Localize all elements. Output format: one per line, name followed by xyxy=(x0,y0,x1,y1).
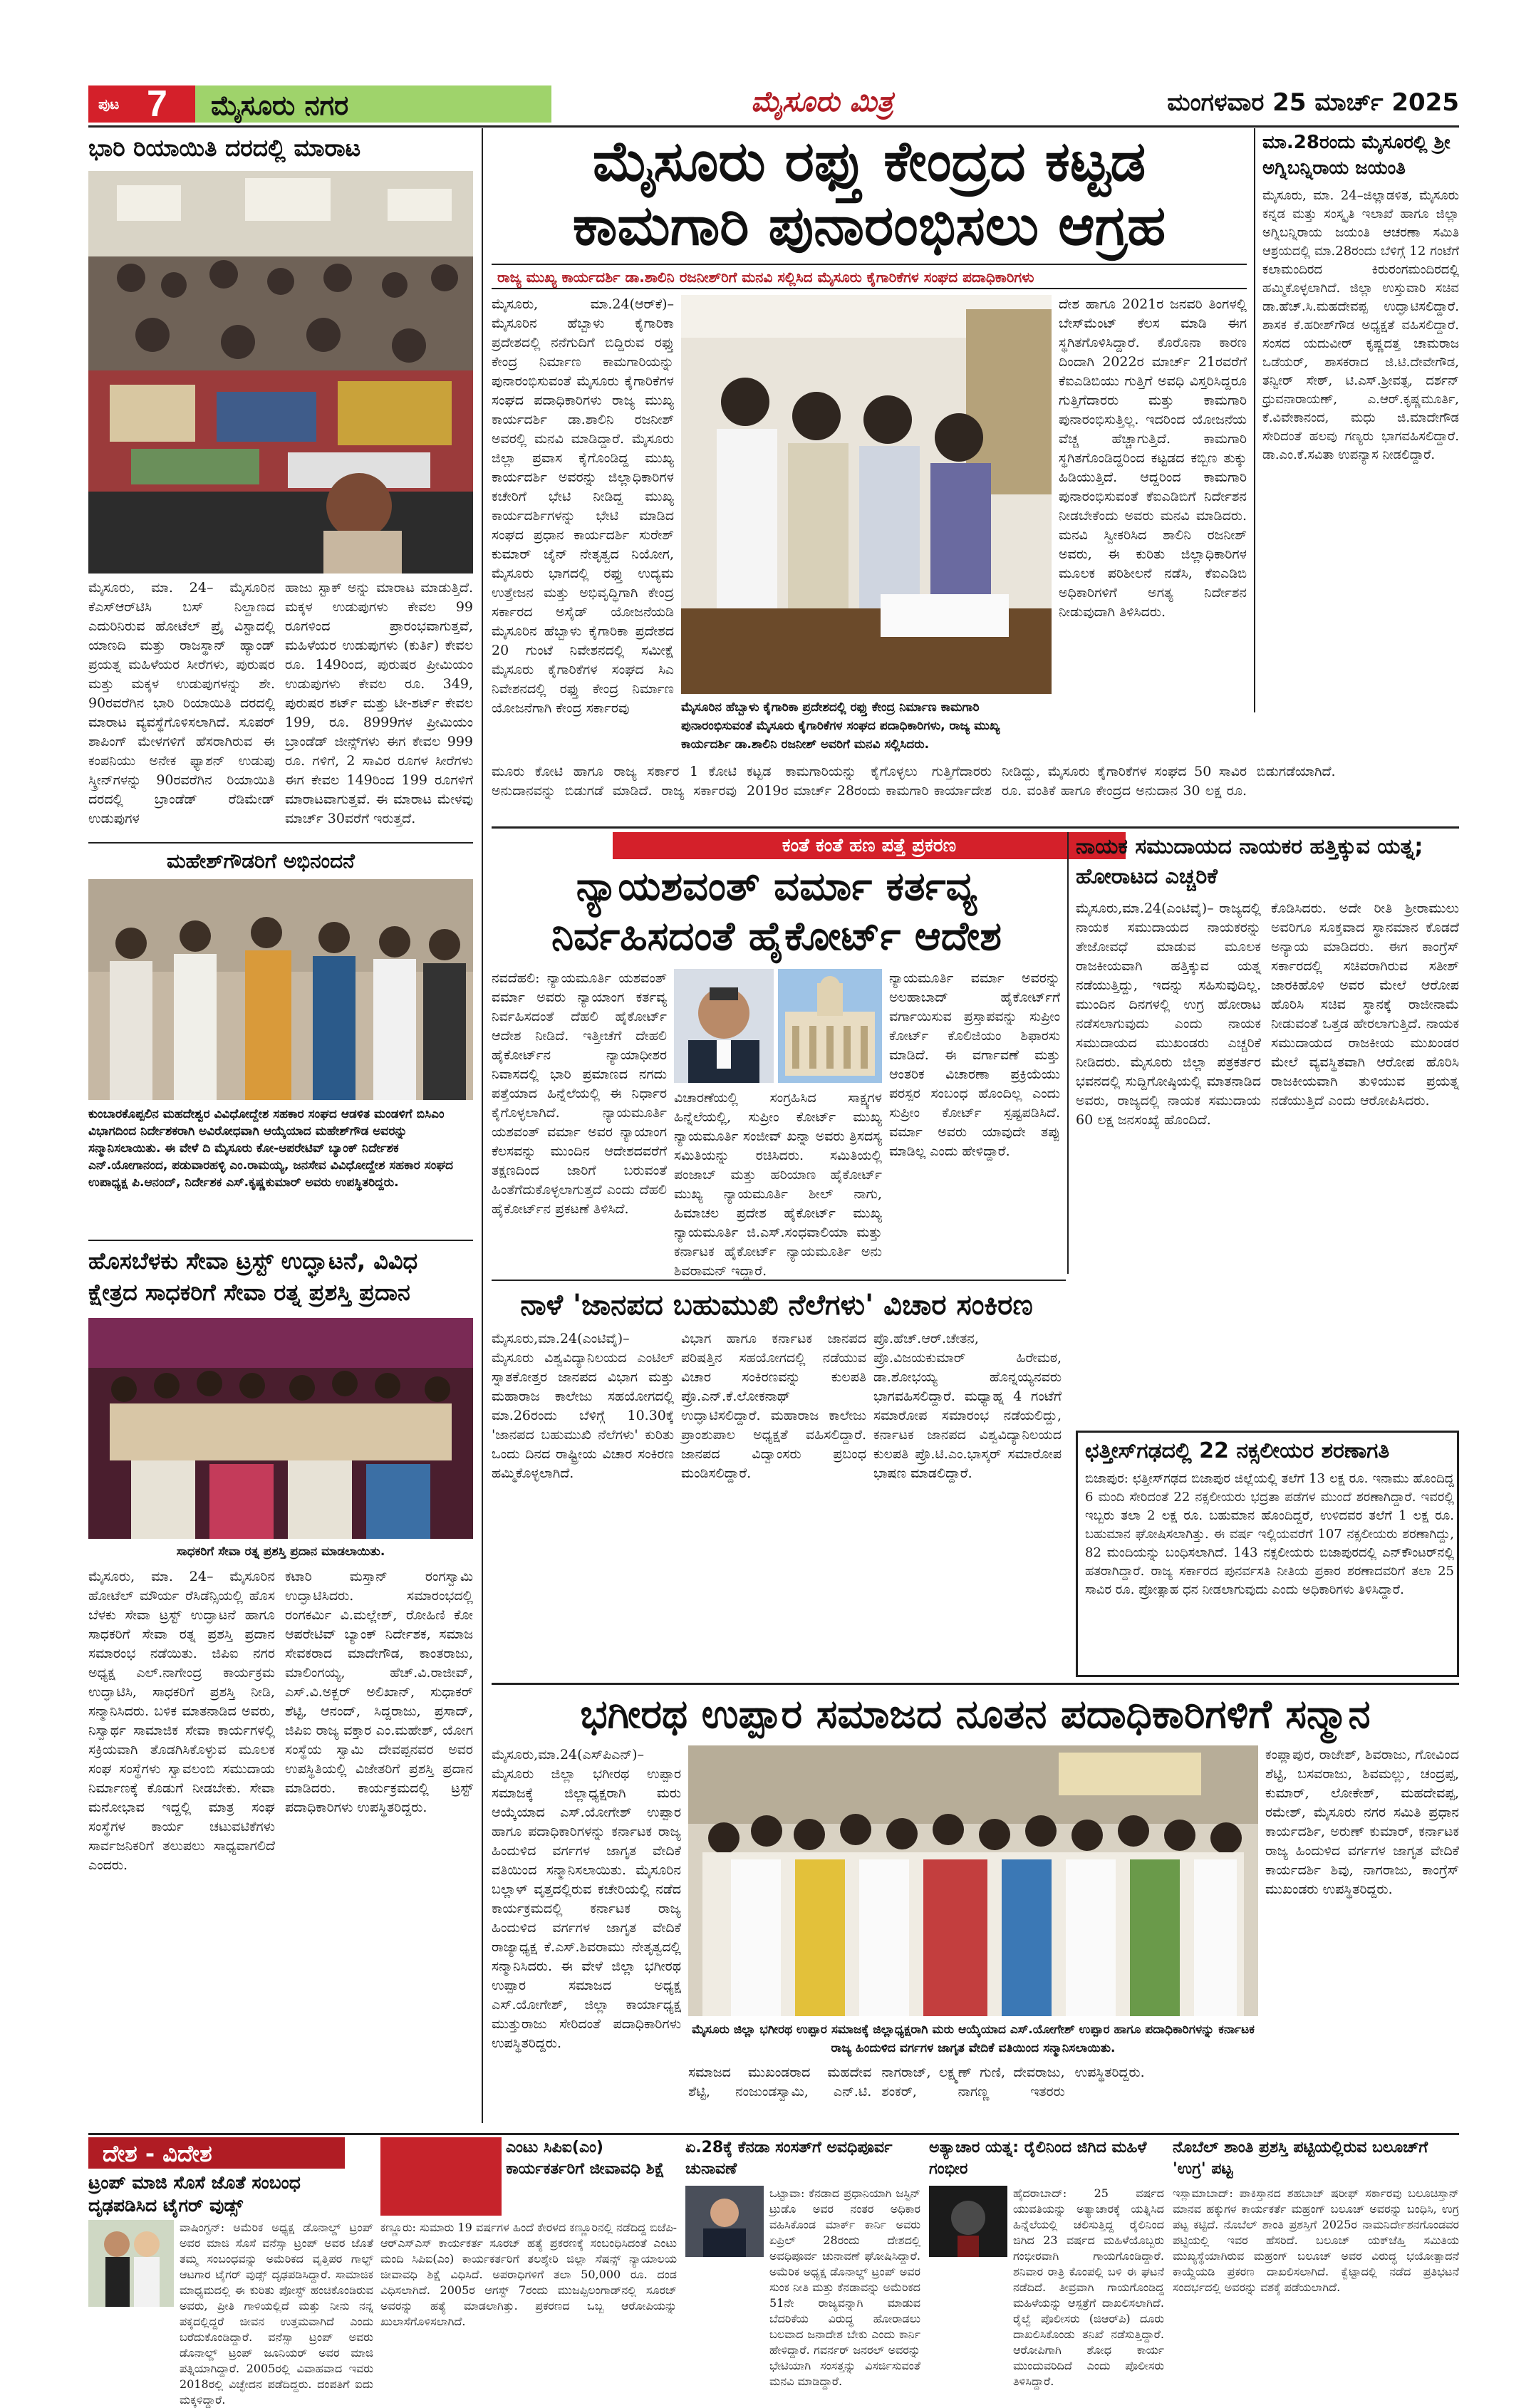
trust-photo xyxy=(88,1318,473,1539)
mahesh-photo xyxy=(88,879,473,1100)
sale-headline: ಭಾರಿ ರಿಯಾಯಿತಿ ದರದಲ್ಲಿ ಮಾರಾಟ xyxy=(88,134,361,162)
trump-body: ವಾಷಿಂಗ್ಟನ್: ಅಮೆರಿಕ ಅಧ್ಯಕ್ಷ ಡೊನಾಲ್ಡ್ ಟ್ರಂಪ್ ಅವರ ಮಾಜಿ ಸೊಸೆ ವನೆಸ್ಸಾ ಟ್ರಂಪ್ ಅವರ ಜೊತೆ ತಮ್ಮ ಸಂಬಂಧವನ್ನು ಅಮೆರಿಕದ ವೃತ್ತಿಪರ ಗಾಲ್ಫ್ ಆಟಗಾರ ಟೈಗರ್ ವುಡ್ಸ್ ದೃಢಪಡಿಸಿದ್ದಾರೆ. ಸಾಮಾಜಿಕ ಮಾಧ್ಯಮದಲ್ಲಿ ಈ ಕುರಿತು ಪೋಸ್ಟ್ ಹಂಚಿಕೊಂಡಿರುವ ಅವರು, ಪ್ರೀತಿ ಗಾಳಿಯಲ್ಲಿದೆ ಮತ್ತು ನೀನು ನನ್ನ ಪಕ್ಕದಲ್ಲಿದ್ದರೆ ಜೀವನ ಉತ್ತಮವಾಗಿದೆ ಎಂದು ಬರೆದುಕೊಂಡಿದ್ದಾರೆ. ವನೆಸ್ಸಾ ಟ್ರಂಪ್ ಅವರು ಡೊನಾಲ್ಡ್ ಟ್ರಂಪ್ ಜೂನಿಯರ್ ಅವರ ಮಾಜಿ ಪತ್ನಿಯಾಗಿದ್ದಾರೆ. 2005ರಲ್ಲಿ ವಿವಾಹವಾದ ಇವರು 2018ರಲ್ಲಿ ವಿಚ್ಛೇದನ ಪಡೆದಿದ್ದರು. ದಂಪತಿಗೆ ಐದು ಮಕ್ಕಳಿದ್ದಾರೆ. xyxy=(180,2221,373,2407)
lead-bottom: ಮೂರು ಕೋಟಿ ಹಾಗೂ ರಾಜ್ಯ ಸರ್ಕಾರ 1 ಕೋಟಿ ಅನುದಾನವನ್ನು ಬಿಡುಗಡೆ ಮಾಡಿದೆ. ರಾಜ್ಯ ಸರ್ಕಾರವು ಕಟ್ಟಡ ಕಾಮಗಾರಿಯನ್ನು ಕೈಗೊಳ್ಳಲು ಗುತ್ತಿಗೆದಾರರು 2019ರ ಮಾರ್ಚ್ 28ರಂದು ಕಾಮಗಾರಿ ಕಾರ್ಯಾದೇಶ ನೀಡಿದ್ದು, ಮೈಸೂರು ಕೈಗಾರಿಕೆಗಳ ಸಂಘದ 50 ಸಾವಿರ ರೂ. ವಂತಿಕೆ ಹಾಗೂ ಕೇಂದ್ರದ ಅನುದಾನ 30 ಲಕ್ಷ ರೂ. ಬಿಡುಗಡೆಯಾಗಿದೆ. xyxy=(492,764,1336,799)
varma-body-col3: ನ್ಯಾಯಮೂರ್ತಿ ವರ್ಮಾ ಅವರನ್ನು ಅಲಹಾಬಾದ್ ಹೈಕೋರ್ಟ್‌ಗೆ ವರ್ಗಾಯಿಸುವ ಪ್ರಸ್ತಾಪವನ್ನು ಸುಪ್ರೀಂ ಕೋರ್ಟ್ ಕೊಲಿಜಿಯಂ ಶಿಫಾರಸು ಮಾಡಿದೆ. ಈ ವರ್ಗಾವಣೆ ಮತ್ತು ಆಂತರಿಕ ವಿಚಾರಣಾ ಪ್ರಕ್ರಿಯೆಯು ಪರಸ್ಪರ ಸಂಬಂಧ ಹೊಂದಿಲ್ಲ ಎಂದು ಸುಪ್ರೀಂ ಕೋರ್ಟ್ ಸ್ಪಷ್ಟಪಡಿಸಿದೆ. ವರ್ಮಾ ಅವರು ಯಾವುದೇ ತಪ್ಪು ಮಾಡಿಲ್ಲ ಎಂದು ಹೇಳಿದ್ದಾರೆ. xyxy=(889,970,1060,1159)
column-divider xyxy=(1254,128,1255,712)
world-banner xyxy=(88,2137,345,2169)
lead-caption: ಮೈಸೂರಿನ ಹೆಬ್ಬಾಳು ಕೈಗಾರಿಕಾ ಪ್ರದೇಶದಲ್ಲಿ ರಫ್ತು ಕೇಂದ್ರ ನಿರ್ಮಾಣ ಕಾಮಗಾರಿ ಪುನಾರಂಭಿಸುವಂತೆ ಮೈಸೂರು ಕೈಗಾರಿಕೆಗಳ ಸಂಘದ ಪದಾಧಿಕಾರಿಗಳು, ರಾಜ್ಯ ಮುಖ್ಯ ಕಾರ್ಯದರ್ಶಿ ಡಾ.ಶಾಲಿನಿ ರಜನೀಶ್ ಅವರಿಗೆ ಮನವಿ ಸಲ್ಲಿಸಿದರು. xyxy=(681,700,1000,752)
bhagiratha-body-col3: ಕಂಪ್ಲಾಪುರ, ರಾಜೇಶ್, ಶಿವರಾಜು, ಗೋವಿಂದ ಶೆಟ್ಟಿ, ಬಸವರಾಜು, ಶಿವಮಲ್ಲು, ಚಂದ್ರಪ್ಪ, ಕುಮಾರ್, ಲೋಕೇಶ್, ಮಹದೇವಪ್ಪ, ರಮೇಶ್, ಮೈಸೂರು ನಗರ ಸಮಿತಿ ಪ್ರಧಾನ ಕಾರ್ಯದರ್ಶಿ, ಅರುಣ್ ಕುಮಾರ್, ಕರ್ನಾಟಕ ರಾಜ್ಯ ಹಿಂದುಳಿದ ವರ್ಗಗಳ ಜಾಗೃತ ವೇದಿಕೆ ಕಾರ್ಯದರ್ಶಿ ಶಿವು, ನಾಗರಾಜು, ಕಾಂಗ್ರೆಸ್ ಮುಖಂಡರು ಉಪಸ್ಥಿತರಿದ್ದರು. xyxy=(1265,1747,1459,1897)
agni-headline: ಮಾ.28ರಂದು ಮೈಸೂರಲ್ಲಿ ಶ್ರೀ ಅಗ್ನಿಬನ್ನಿರಾಯ ಜಯಂತಿ xyxy=(1262,132,1451,179)
canada-headline: ಏ.28ಕ್ಕೆ ಕೆನಡಾ ಸಂಸತ್‌ಗೆ ಅವಧಿಪೂರ್ವ ಚುನಾವಣೆ xyxy=(685,2139,893,2178)
lead-body-col2: ದೇಶ ಹಾಗೂ 2021ರ ಜನವರಿ ತಿಂಗಳಲ್ಲಿ ಬೇಸ್‌ಮೆಂಟ್ ಕೆಲಸ ಮಾಡಿ ಈಗ ಸ್ಥಗಿತಗೊಳಿಸಿದ್ದಾರೆ. ಕೊರೊನಾ ಕಾರಣ ದಿಂದಾಗಿ 2022ರ ಮಾರ್ಚ್ 21ರವರೆಗೆ ಕೆಐಎಡಿಬಿಯು ಗುತ್ತಿಗೆ ಅವಧಿ ವಿಸ್ತರಿಸಿದ್ದರೂ ಗುತ್ತಿಗೆದಾರರು ಮತ್ತು ಕಾಮಗಾರಿ ಪುನಾರಂಭಿಸುತ್ತಿಲ್ಲ. ಇದರಿಂದ ಯೋಜನೆಯ ವೆಚ್ಚ ಹೆಚ್ಚಾಗುತ್ತಿದೆ. ಕಾಮಗಾರಿ ಸ್ಥಗಿತಗೊಂಡಿದ್ದರಿಂದ ಕಟ್ಟಡದ ಕಬ್ಬಿಣ ತುಕ್ಕು ಹಿಡಿಯುತ್ತಿದೆ. ಆದ್ದರಿಂದ ಕಾಮಗಾರಿ ಪುನಾರಂಭಿಸುವಂತೆ ಕೆಐಎಡಿಬಿಗೆ ನಿರ್ದೇಶನ ನೀಡಬೇಕೆಂದು ಅವರು ಮನವಿ ಮಾಡಿದರು. ಮನವಿ ಸ್ವೀಕರಿಸಿದ ಶಾಲಿನಿ ರಜನೀಶ್ ಅವರು, ಈ ಕುರಿತು ಜಿಲ್ಲಾಧಿಕಾರಿಗಳ ಮೂಲಕ ಪರಿಶೀಲನೆ ನಡೆಸಿ, ಕೆಐಎಡಿಬಿ ಅಧಿಕಾರಿಗಳಿಗೆ ಅಗತ್ಯ ನಿರ್ದೇಶನ ನೀಡುವುದಾಗಿ ತಿಳಿಸಿದರು. xyxy=(1059,296,1247,620)
high-court-photo xyxy=(778,969,882,1083)
trust-body-col1: ಮೈಸೂರು, ಮಾ. 24– ಮೈಸೂರಿನ ಹೋಟೆಲ್ ಮೌರ್ಯ ರೆಸಿಡೆನ್ಸಿಯಲ್ಲಿ ಹೊಸ ಬೆಳಕು ಸೇವಾ ಟ್ರಸ್ಟ್ ಉದ್ಘಾಟನೆ ಹಾಗೂ ಸಾಧಕರಿಗೆ ಸೇವಾ ರತ್ನ ಪ್ರಶಸ್ತಿ ಪ್ರದಾನ ಸಮಾರಂಭ ನಡೆಯಿತು. ಜಿಪಿಐ ನಗರ ಅಧ್ಯಕ್ಷ ಎಲ್.ನಾಗೇಂದ್ರ ಕಾರ್ಯಕ್ರಮ ಉದ್ಘಾಟಿಸಿ, ಸಾಧಕರಿಗೆ ಪ್ರಶಸ್ತಿ ನೀಡಿ, ಸನ್ಮಾನಿಸಿದರು. ಬಳಿಕ ಮಾತನಾಡಿದ ಅವರು, ನಿಸ್ವಾರ್ಥ ಸಾಮಾಜಿಕ ಸೇವಾ ಕಾರ್ಯಗಳಲ್ಲಿ ಸಕ್ರಿಯವಾಗಿ ತೊಡಗಿಸಿಕೊಳ್ಳುವ ಮೂಲಕ ಸಂಘ ಸಂಸ್ಥೆಗಳು ಸ್ವಾವಲಂಬಿ ಸಮುದಾಯ ನಿರ್ಮಾಣಕ್ಕೆ ಕೊಡುಗೆ ನೀಡಬೇಕು. ಸೇವಾ ಮನೋಭಾವ ಇದ್ದಲ್ಲಿ ಮಾತ್ರ ಸಂಘ ಸಂಸ್ಥೆಗಳ ಕಾರ್ಯ ಚಟುವಟಿಕೆಗಳು ಸಾರ್ವಜನಿಕರಿಗೆ ತಲುಪಲು ಸಾಧ್ಯವಾಗಲಿದೆ ಎಂದರು. xyxy=(88,1569,275,1873)
masthead-rule xyxy=(88,125,1459,128)
bhagiratha-headline: ಭಗೀರಥ ಉಪ್ಪಾರ ಸಮಾಜದ ನೂತನ ಪದಾಧಿಕಾರಿಗಳಿಗೆ ಸನ್ಮಾನ xyxy=(580,1691,1371,1738)
page-number-badge xyxy=(88,85,195,123)
divider xyxy=(492,1683,1459,1685)
bhagiratha-photo xyxy=(688,1745,1258,2016)
column-divider xyxy=(1067,832,1069,1274)
trust-caption: ಸಾಧಕರಿಗೆ ಸೇವಾ ರತ್ನ ಪ್ರಶಸ್ತಿ ಪ್ರದಾನ ಮಾಡಲಾಯಿತು. xyxy=(176,1545,385,1559)
lead-kicker: ರಾಜ್ಯ ಮುಖ್ಯ ಕಾರ್ಯದರ್ಶಿ ಡಾ.ಶಾಲಿನಿ ರಜನೀಶ್‌ರಿಗೆ ಮನವಿ ಸಲ್ಲಿಸಿದ ಮೈಸೂರು ಕೈಗಾರಿಕೆಗಳ ಸಂಘದ ಪದಾಧಿಕಾರಿಗಳು xyxy=(497,269,1034,286)
lead-photo xyxy=(681,295,1052,694)
lead-kicker-bar xyxy=(492,264,1247,289)
bhagiratha-body-col1: ಮೈಸೂರು,ಮಾ.24(ಎಸ್‌ಪಿಎನ್)– ಮೈಸೂರು ಜಿಲ್ಲಾ ಭಗೀರಥ ಉಪ್ಪಾರ ಸಮಾಜಕ್ಕೆ ಜಿಲ್ಲಾಧ್ಯಕ್ಷರಾಗಿ ಮರು ಆಯ್ಕೆಯಾದ ಎಸ್.ಯೋಗೇಶ್ ಉಪ್ಪಾರ ಹಾಗೂ ಪದಾಧಿಕಾರಿಗಳನ್ನು ಕರ್ನಾಟಕ ರಾಜ್ಯ ಹಿಂದುಳಿದ ವರ್ಗಗಳ ಜಾಗೃತ ವೇದಿಕೆ ವತಿಯಿಂದ ಸನ್ಮಾನಿಸಲಾಯಿತು. ಮೈಸೂರಿನ ಬಲ್ಲಾಳ್ ವೃತ್ತದಲ್ಲಿರುವ ಕಚೇರಿಯಲ್ಲಿ ನಡೆದ ಕಾರ್ಯಕ್ರಮದಲ್ಲಿ ಕರ್ನಾಟಕ ರಾಜ್ಯ ಹಿಂದುಳಿದ ವರ್ಗಗಳ ಜಾಗೃತ ವೇದಿಕೆ ರಾಜ್ಯಾಧ್ಯಕ್ಷ ಕೆ.ಎಸ್.ಶಿವರಾಮು ನೇತೃತ್ವದಲ್ಲಿ ಸನ್ಮಾನಿಸಿದರು. ಈ ವೇಳೆ ಜಿಲ್ಲಾ ಭಗೀರಥ ಉಪ್ಪಾರ ಸಮಾಜದ ಅಧ್ಯಕ್ಷ ಎಸ್.ಯೋಗೇಶ್, ಜಿಲ್ಲಾ ಕಾರ್ಯಾಧ್ಯಕ್ಷ ಮುತ್ತುರಾಜು ಸೇರಿದಂತೆ ಪದಾಧಿಕಾರಿಗಳು ಉಪಸ್ಥಿತರಿದ್ದರು. xyxy=(492,1747,681,2051)
paper-name: ಮೈಸೂರು ಮಿತ್ರ xyxy=(751,85,893,118)
janapada-body-col1: ಮೈಸೂರು,ಮಾ.24(ಎಂಟಿವೈ)– ಮೈಸೂರು ವಿಶ್ವವಿದ್ಯಾನಿಲಯದ ಎಂಟಿಲ್ ಸ್ನಾತಕೋತ್ತರ ಜಾನಪದ ವಿಭಾಗ ಮತ್ತು ಮಹಾರಾಜ ಕಾಲೇಜು ಸಹಯೋಗದಲ್ಲಿ ಮಾ.26ರಂದು ಬೆಳಿಗ್ಗೆ 10.30ಕ್ಕೆ 'ಜಾನಪದ ಬಹುಮುಖಿ ನೆಲೆಗಳು' ಕುರಿತು ಒಂದು ದಿನದ ರಾಷ್ಟ್ರೀಯ ವಿಚಾರ ಸಂಕಿರಣ ಹಮ್ಮಿಕೊಳ್ಳಲಾಗಿದೆ. xyxy=(492,1331,674,1481)
lead-body-col1: ಮೈಸೂರು, ಮಾ.24(ಆರ್‌ಕೆ)– ಮೈಸೂರಿನ ಹೆಬ್ಬಾಳು ಕೈಗಾರಿಕಾ ಪ್ರದೇಶದಲ್ಲಿ ನನೆಗುದಿಗೆ ಬಿದ್ದಿರುವ ರಫ್ತು ಕೇಂದ್ರ ನಿರ್ಮಾಣ ಕಾಮಗಾರಿಯನ್ನು ಪುನಾರಂಭಿಸುವಂತೆ ಮೈಸೂರು ಕೈಗಾರಿಕೆಗಳ ಸಂಘದ ಪದಾಧಿಕಾರಿಗಳು ರಾಜ್ಯ ಮುಖ್ಯ ಕಾರ್ಯದರ್ಶಿ ಡಾ.ಶಾಲಿನಿ ರಜನೀಶ್ ಅವರಲ್ಲಿ ಮನವಿ ಮಾಡಿದ್ದಾರೆ. ಮೈಸೂರು ಜಿಲ್ಲಾ ಪ್ರವಾಸ ಕೈಗೊಂಡಿದ್ದ ಮುಖ್ಯ ಕಾರ್ಯದರ್ಶಿ ಅವರನ್ನು ಜಿಲ್ಲಾಧಿಕಾರಿಗಳ ಕಚೇರಿಗೆ ಭೇಟಿ ನೀಡಿದ್ದ ಮುಖ್ಯ ಕಾರ್ಯದರ್ಶಿಗಳನ್ನು ಭೇಟಿ ಮಾಡಿದ ಸಂಘದ ಪ್ರಧಾನ ಕಾರ್ಯದರ್ಶಿ ಸುರೇಶ್ ಕುಮಾರ್ ಜೈನ್ ನೇತೃತ್ವದ ನಿಯೋಗ, ಮೈಸೂರು ಭಾಗದಲ್ಲಿ ರಫ್ತು ಉದ್ಯಮ ಉತ್ತೇಜನ ಮತ್ತು ಅಭಿವೃದ್ಧಿಗಾಗಿ ಕೇಂದ್ರ ಸರ್ಕಾರದ ಅಸೈಡ್ ಯೋಜನೆಯಡಿ ಮೈಸೂರಿನ ಹೆಬ್ಬಾಳು ಕೈಗಾರಿಕಾ ಪ್ರದೇಶದ 20 ಗುಂಟೆ ನಿವೇಶನದಲ್ಲಿ ಸಮೀಕ್ಷೆ ಮೈಸೂರು ಕೈಗಾರಿಕೆಗಳ ಸಂಘದ ಸಿಎ ನಿವೇಶನದಲ್ಲಿ ರಫ್ತು ಕೇಂದ್ರ ನಿರ್ಮಾಣ ಯೋಜನೆಗಾಗಿ ಕೇಂದ್ರ ಸರ್ಕಾರವು xyxy=(492,296,674,716)
divider xyxy=(88,2133,1459,2135)
judge-portrait xyxy=(674,969,774,1083)
trust-headline: ಹೊಸಬೆಳಕು ಸೇವಾ ಟ್ರಸ್ಟ್ ಉದ್ಘಾಟನೆ, ವಿವಿಧ ಕ್ಷೇತ್ರದ ಸಾಧಕರಿಗೆ ಸೇವಾ ರತ್ನ ಪ್ರಶಸ್ತಿ ಪ್ರದಾನ xyxy=(88,1247,418,1306)
varma-kicker: ಕಂತೆ ಕಂತೆ ಹಣ ಪತ್ತೆ ಪ್ರಕರಣ xyxy=(782,835,957,856)
janapada-body-col2: ವಿಭಾಗ ಹಾಗೂ ಕರ್ನಾಟಕ ಜಾನಪದ ಪರಿಷತ್ತಿನ ಸಹಯೋಗದಲ್ಲಿ ನಡೆಯುವ ವಿಚಾರ ಸಂಕಿರಣವನ್ನು ಕುಲಪತಿ ಪ್ರೊ.ಎನ್.ಕೆ.ಲೋಕನಾಥ್ ಉದ್ಘಾಟಿಸಲಿದ್ದಾರೆ. ಮಹಾರಾಜ ಕಾಲೇಜು ಪ್ರಾಂಶುಪಾಲ ಅಧ್ಯಕ್ಷತೆ ವಹಿಸಲಿದ್ದಾರೆ. ಜಾನಪದ ವಿದ್ವಾಂಸರು ಪ್ರಬಂಧ ಮಂಡಿಸಲಿದ್ದಾರೆ. xyxy=(681,1331,866,1481)
nobel-headline: ನೊಬೆಲ್ ಶಾಂತಿ ಪ್ರಶಸ್ತಿ ಪಟ್ಟಿಯಲ್ಲಿರುವ ಬಲೂಚ್‌ಗೆ 'ಉಗ್ರ' ಪಟ್ಟ xyxy=(1173,2139,1428,2178)
nobel-body: ಇಸ್ಲಾಮಾಬಾದ್: ಪಾಕಿಸ್ತಾನದ ಶಹಬಾಜ್ ಷರೀಫ್ ಸರ್ಕಾರವು ಬಲೂಚಿಸ್ತಾನ್ ಮಾನವ ಹಕ್ಕುಗಳ ಕಾರ್ಯಕರ್ತೆ ಮಹ್ರಂಗ್ ಬಲೂಚ್ ಅವರನ್ನು ಬಂಧಿಸಿ, ಉಗ್ರ ಪಟ್ಟ ಕಟ್ಟಿದೆ. ನೊಬೆಲ್ ಶಾಂತಿ ಪ್ರಶಸ್ತಿಗೆ 2025ರ ನಾಮನಿರ್ದೇಶನಗೊಂಡವರ ಪಟ್ಟಿಯಲ್ಲಿ ಇವರ ಹೆಸರಿದೆ. ಬಲೂಚ್ ಯಕ್‌ಜೆಹ್ತಿ ಸಮಿತಿಯ ಮುಖ್ಯಸ್ಥೆಯಾಗಿರುವ ಮಹ್ರಂಗ್ ಬಲೂಚ್ ಅವರ ವಿರುದ್ಧ ಭಯೋತ್ಪಾದನೆ ಕಾಯ್ದೆಯಡಿ ಪ್ರಕರಣ ದಾಖಲಿಸಲಾಗಿದೆ. ಕ್ವೆಟ್ಟಾದಲ್ಲಿ ನಡೆದ ಪ್ರತಿಭಟನೆ ಸಂದರ್ಭದಲ್ಲಿ ಅವರನ್ನು ವಶಕ್ಕೆ ಪಡೆಯಲಾಗಿದೆ. xyxy=(1173,2186,1459,2294)
atrocity-body: ಹೈದರಾಬಾದ್: 25 ವರ್ಷದ ಯುವತಿಯನ್ನು ಅತ್ಯಾಚಾರಕ್ಕೆ ಯತ್ನಿಸಿದ ಹಿನ್ನೆಲೆಯಲ್ಲಿ ಚಲಿಸುತ್ತಿದ್ದ ರೈಲಿನಿಂದ ಜಿಗಿದ 23 ವರ್ಷದ ಮಹಿಳೆಯೊಬ್ಬರು ಗಂಭೀರವಾಗಿ ಗಾಯಗೊಂಡಿದ್ದಾರೆ. ಶನಿವಾರ ರಾತ್ರಿ ಕೊಂಪಲ್ಲಿ ಬಳಿ ಈ ಘಟನೆ ನಡೆದಿದೆ. ತೀವ್ರವಾಗಿ ಗಾಯಗೊಂಡಿದ್ದ ಮಹಿಳೆಯನ್ನು ಆಸ್ಪತ್ರೆಗೆ ದಾಖಲಿಸಲಾಗಿದೆ. ರೈಲ್ವೆ ಪೊಲೀಸರು (ಜಿಆರ್‌ಪಿ) ದೂರು ದಾಖಲಿಸಿಕೊಂಡು ತನಿಖೆ ನಡೆಸುತ್ತಿದ್ದಾರೆ. ಆರೋಪಿಗಾಗಿ ಶೋಧ ಕಾರ್ಯ ಮುಂದುವರಿದಿದೆ ಎಂದು ಪೊಲೀಸರು ತಿಳಿಸಿದ್ದಾರೆ. xyxy=(1013,2186,1164,2388)
mahesh-caption: ಕುಂಬಾರಕೊಪ್ಪಲಿನ ಮಹದೇಶ್ವರ ವಿವಿಧೋದ್ದೇಶ ಸಹಕಾರ ಸಂಘದ ಆಡಳಿತ ಮಂಡಳಿಗೆ ಬಿಸಿಎಂ ವಿಭಾಗದಿಂದ ನಿರ್ದೇಶಕರಾಗಿ ಅವಿರೋಧವಾಗಿ ಆಯ್ಕೆಯಾದ ಮಹೇಶ್‌ಗೌಡ ಅವರನ್ನು ಸನ್ಮಾನಿಸಲಾಯಿತು. ಈ ವೇಳೆ ದಿ ಮೈಸೂರು ಕೋ-ಆಪರೇಟಿವ್ ಬ್ಯಾಂಕ್ ನಿರ್ದೇಶಕ ಎನ್.ಯೋಗಾನಂದ, ಪಡುವಾರಹಳ್ಳಿ ಎಂ.ರಾಮಯ್ಯ, ಜನಸೇವ ವಿವಿಧೋದ್ದೇಶ ಸಹಕಾರ ಸಂಘದ ಉಪಾಧ್ಯಕ್ಷ ಪಿ.ಆನಂದ್, ನಿರ್ದೇಶಕ ಎಸ್.ಕೃಷ್ಣಕುಮಾರ್ ಅವರು ಉಪಸ್ಥಿತರಿದ್ದರು. xyxy=(88,1107,453,1190)
paper-logo xyxy=(751,84,979,121)
janapada-headline: ನಾಳೆ 'ಜಾನಪದ ಬಹುಮುಖಿ ನೆಲೆಗಳು' ವಿಚಾರ ಸಂಕಿರಣ xyxy=(520,1289,1033,1322)
divider xyxy=(88,1240,473,1241)
cpim-flag xyxy=(380,2137,502,2216)
sale-photo xyxy=(88,171,473,574)
nayaka-body-col2: ಕೊಡಿಸಿದರು. ಅದೇ ರೀತಿ ಶ್ರೀರಾಮುಲು ಅವರಿಗೂ ಸೂಕ್ತವಾದ ಸ್ಥಾನಮಾನ ಕೊಡದೆ ಅನ್ಯಾಯ ಮಾಡಿದರು. ಈಗ ಕಾಂಗ್ರೆಸ್ ಸರ್ಕಾರದಲ್ಲಿ ಸಚಿವರಾಗಿರುವ ಸತೀಶ್ ಜಾರಕಿಹೊಳಿ ಅವರ ಮೇಲೆ ಆರೋಪ ಹೊರಿಸಿ ಸಚಿವ ಸ್ಥಾನಕ್ಕೆ ರಾಜೀನಾಮೆ ನೀಡುವಂತೆ ಒತ್ತಡ ಹೇರಲಾಗುತ್ತಿದೆ. ನಾಯಕ ಸಮುದಾಯದ ರಾಜಕೀಯ ಮುಖಂಡರ ಮೇಲೆ ವ್ಯವಸ್ಥಿತವಾಗಿ ಆರೋಪ ಹೊರಿಸಿ ರಾಜಕೀಯವಾಗಿ ತುಳಿಯುವ ಪ್ರಯತ್ನ ನಡೆಯುತ್ತಿದೆ ಎಂದು ಆರೋಪಿಸಿದರು. xyxy=(1271,901,1459,1109)
trump-headline: ಟ್ರಂಪ್ ಮಾಜಿ ಸೊಸೆ ಜೊತೆ ಸಂಬಂಧ ದೃಢಪಡಿಸಿದ ಟೈಗರ್ ವುಡ್ಸ್ xyxy=(88,2172,301,2216)
trust-body-col2: ಕಟಾರಿ ಮಸ್ತಾನ್ ರಂಗಸ್ವಾಮಿ ಉದ್ಘಾಟಿಸಿದರು. ಸಮಾರಂಭದಲ್ಲಿ ರಂಗಕರ್ಮಿ ವಿ.ಮಲ್ಲೇಶ್, ರೋಹಿಣಿ ಕೋ ಆಪರೇಟಿವ್ ಬ್ಯಾಂಕ್ ನಿರ್ದೇಶಕ, ಸಮಾಜ ಸೇವಕರಾದ ಮಾದೇಗೌಡ, ಕಾಂತರಾಜು, ಮಾಲಿಂಗಯ್ಯ, ಹೆಚ್.ವಿ.ರಾಜೀವ್, ಎಸ್.ವಿ.ಅಕ್ಬರ್ ಅಲಿಖಾನ್, ಸುಧಾಕರ್ ಶೆಟ್ಟಿ, ಆನಂದ್, ಸಿದ್ದರಾಜು, ಪ್ರಸಾದ್, ಜಿಪಿಐ ರಾಜ್ಯ ವಕ್ತಾರ ಎಂ.ಮಹೇಶ್, ಯೋಗ ಸಂಸ್ಥೆಯ ಸ್ವಾಮಿ ದೇವಪ್ಪನವರ ಅವರ ಉಪಸ್ಥಿತಿಯಲ್ಲಿ ವಿಜೇತರಿಗೆ ಪ್ರಶಸ್ತಿ ಪ್ರದಾನ ಮಾಡಿದರು. ಕಾರ್ಯಕ್ರಮದಲ್ಲಿ ಟ್ರಸ್ಟ್ ಪದಾಧಿಕಾರಿಗಳು ಉಪಸ್ಥಿತರಿದ್ದರು. xyxy=(285,1569,473,1815)
sale-body-col1: ಮೈಸೂರು, ಮಾ. 24– ಮೈಸೂರಿನ ಕೆಎಸ್‌ಆರ್‌ಟಿಸಿ ಬಸ್ ನಿಲ್ದಾಣದ ಎದುರಿನಿರುವ ಹೋಟೆಲ್ ಪ್ರೈ ವಿಸ್ಟಾದಲ್ಲಿ ಯಾಣದಿ ಮತ್ತು ರಾಜಸ್ಥಾನ್ ಹ್ಯಾಂಡ್ ಪ್ರಯತ್ನ ಮಹಿಳೆಯರ ಸೀರೆಗಳು, ಪುರುಷರ ಮತ್ತು ಮಕ್ಕಳ ಉಡುಪುಗಳನ್ನು ಶೇ. 90ರವರೆಗಿನ ಭಾರಿ ರಿಯಾಯಿತಿ ದರದಲ್ಲಿ ಮಾರಾಟ ವ್ಯವಸ್ಥೆಗೊಳಿಸಲಾಗಿದೆ. ಸೂಪರ್ ಶಾಪಿಂಗ್ ಮೇಳಗಳಿಗೆ ಹೆಸರಾಗಿರುವ ಈ ಕಂಪನಿಯು ಅನೇಕ ಫ್ಯಾಶನ್ ಉಡುಪು ಸ್ಕ್ರೀನ್‌ಗಳನ್ನು 90ರವರೆಗಿನ ರಿಯಾಯಿತಿ ದರದಲ್ಲಿ ಬ್ರಾಂಡೆಡ್ ರೆಡಿಮೇಡ್ ಉಡುಪುಗಳ xyxy=(88,580,275,826)
page-number: 7 xyxy=(147,83,167,125)
naxal-headline: ಛತ್ತೀಸ್‌ಗಢದಲ್ಲಿ 22 ನಕ್ಸಲೀಯರ ಶರಣಾಗತಿ xyxy=(1085,1438,1390,1463)
divider xyxy=(492,826,1459,829)
issue-date: ಮಂಗಳವಾರ 25 ಮಾರ್ಚ್ 2025 xyxy=(1167,88,1459,117)
varma-headline-line1: ನ್ಯಾಯಶವಂತ್ ವರ್ಮಾ ಕರ್ತವ್ಯ xyxy=(576,863,977,910)
page-word: ಪುಟ xyxy=(98,95,120,113)
canada-photo xyxy=(685,2186,764,2257)
sale-body-col2: ಹಾಜು ಸ್ಟಾಕ್ ಅನ್ನು ಮಾರಾಟ ಮಾಡುತ್ತಿದೆ. ಮಕ್ಕಳ ಉಡುಪುಗಳು ಕೇವಲ 99 ರೂಗಳಿಂದ ಪ್ರಾರಂಭವಾಗುತ್ತವೆ, ಮಹಿಳೆಯರ ಉಡುಪುಗಳು (ಕುರ್ತಿ) ಕೇವಲ ರೂ. 149ರಿಂದ, ಪುರುಷರ ಪ್ರೀಮಿಯಂ ಉಡುಪುಗಳು ಕೇವಲ ರೂ. 349, ಪುರುಷರ ಶರ್ಟ್ ಮತ್ತು ಟೀ-ಶರ್ಟ್ ಕೇವಲ 199, ರೂ. 8999ಗಳ ಪ್ರೀಮಿಯಂ ಬ್ರಾಂಡೆಡ್ ಜೀನ್ಸ್‌ಗಳು ಈಗ ಕೇವಲ 999 ರೂ. ಗಳಿಗೆ, 2 ಸಾವಿರ ರೂಗಳ ಸೀರೆಗಳು ಈಗ ಕೇವಲ 149ರಿಂದ 199 ರೂಗಳಿಗೆ ಮಾರಾಟವಾಗುತ್ತವೆ. ಈ ಮಾರಾಟ ಮೇಳವು ಮಾರ್ಚ್ 30ವರೆಗೆ ಇರುತ್ತದೆ. xyxy=(285,580,473,826)
cpim-body: ಕಣ್ಣೂರು: ಸುಮಾರು 19 ವರ್ಷಗಳ ಹಿಂದೆ ಕೇರಳದ ಕಣ್ಣೂರಿನಲ್ಲಿ ನಡೆದಿದ್ದ ಬಿಜೆಪಿ-ಆರ್‌ಎಸ್‌ಎಸ್ ಕಾರ್ಯಕರ್ತ ಸೂರಜ್ ಹತ್ಯೆ ಪ್ರಕರಣಕ್ಕೆ ಸಂಬಂಧಿಸಿದಂತೆ ಎಂಟು ಮಂದಿ ಸಿಪಿಐ(ಎಂ) ಕಾರ್ಯಕರ್ತರಿಗೆ ತಲಶ್ಶೇರಿ ಜಿಲ್ಲಾ ಸೆಷನ್ಸ್ ನ್ಯಾಯಾಲಯ ಜೀವಾವಧಿ ಶಿಕ್ಷೆ ವಿಧಿಸಿದೆ. ಅಪರಾಧಿಗಳಿಗೆ ತಲಾ 50,000 ರೂ. ದಂಡ ವಿಧಿಸಲಾಗಿದೆ. 2005ರ ಆಗಸ್ಟ್ 7ರಂದು ಮುಜಪ್ಪಿಲಂಗಾಡ್‌ನಲ್ಲಿ ಸೂರಜ್ ಅವರನ್ನು ಹತ್ಯೆ ಮಾಡಲಾಗಿತ್ತು. ಪ್ರಕರಣದ ಒಬ್ಬ ಆರೋಪಿಯನ್ನು ಖುಲಾಸೆಗೊಳಿಸಲಾಗಿದೆ. xyxy=(380,2221,677,2328)
nayaka-headline: ನಾಯಕ ಸಮುದಾಯದ ನಾಯಕರ ಹತ್ತಿಕ್ಕುವ ಯತ್ನ; ಹೋರಾಟದ ಎಚ್ಚರಿಕೆ xyxy=(1076,834,1423,889)
atrocity-headline: ಅತ್ಯಾಚಾರ ಯತ್ನ: ರೈಲಿನಿಂದ ಜಿಗಿದ ಮಹಿಳೆ ಗಂಭೀರ xyxy=(929,2139,1147,2178)
cpim-headline: ಎಂಟು ಸಿಪಿಐ(ಎಂ) ಕಾರ್ಯಕರ್ತರಿಗೆ ಜೀವಾವಧಿ ಶಿಕ್ಷೆ xyxy=(506,2139,665,2178)
trump-photo xyxy=(88,2220,174,2307)
print-registration-marks xyxy=(0,2305,1536,2314)
janapada-body-col3: ಪ್ರೊ.ಹೆಚ್.ಆರ್.ಚೇತನ, ಪ್ರೊ.ವಿಜಯಕುಮಾರ್ ಹಿರೇಮಠ, ಡಾ.ಶೋಭಯ್ಯ ಹೊನ್ನಯ್ಯನವರು ಭಾಗವಹಿಸಲಿದ್ದಾರೆ. ಮಧ್ಯಾಹ್ನ 4 ಗಂಟೆಗೆ ಸಮಾರೋಪ ಸಮಾರಂಭ ನಡೆಯಲಿದ್ದು, ಕರ್ನಾಟಕ ಜಾನಪದ ವಿಶ್ವವಿದ್ಯಾನಿಲಯದ ಕುಲಪತಿ ಪ್ರೊ.ಟಿ.ಎಂ.ಭಾಸ್ಕರ್ ಸಮಾರೋಪ ಭಾಷಣ ಮಾಡಲಿದ್ದಾರೆ. xyxy=(873,1331,1062,1481)
varma-headline-line2: ನಿರ್ವಹಿಸದಂತೆ ಹೈಕೋರ್ಟ್ ಆದೇಶ xyxy=(551,913,1002,960)
world-banner-label: ದೇಶ - ವಿದೇಶ xyxy=(103,2140,212,2167)
agni-body: ಮೈಸೂರು, ಮಾ. 24–ಜಿಲ್ಲಾಡಳಿತ, ಮೈಸೂರು ಕನ್ನಡ ಮತ್ತು ಸಂಸ್ಕೃತಿ ಇಲಾಖೆ ಹಾಗೂ ಜಿಲ್ಲಾ ಅಗ್ನಿಬನ್ನಿರಾಯ ಜಯಂತಿ ಆಚರಣಾ ಸಮಿತಿ ಆಶ್ರಯದಲ್ಲಿ ಮಾ.28ರಂದು ಬೆಳಿಗ್ಗೆ 12 ಗಂಟೆಗೆ ಕಲಾಮಂದಿರದ ಕಿರುರಂಗಮಂದಿರದಲ್ಲಿ ಹಮ್ಮಿಕೊಳ್ಳಲಾಗಿದೆ. ಜಿಲ್ಲಾ ಉಸ್ತುವಾರಿ ಸಚಿವ ಡಾ.ಹೆಚ್.ಸಿ.ಮಹದೇವಪ್ಪ ಉದ್ಘಾಟಿಸಲಿದ್ದಾರೆ. ಶಾಸಕ ಕೆ.ಹರೀಶ್‌ಗೌಡ ಅಧ್ಯಕ್ಷತೆ ವಹಿಸಲಿದ್ದಾರೆ. ಸಂಸದ ಯದುವೀರ್ ಕೃಷ್ಣದತ್ತ ಚಾಮರಾಜ ಒಡೆಯರ್, ಶಾಸಕರಾದ ಜಿ.ಟಿ.ದೇವೇಗೌಡ, ತನ್ವೀರ್ ಸೇಠ್, ಟಿ.ಎಸ್.ಶ್ರೀವತ್ಸ, ದರ್ಶನ್ ಧ್ರುವನಾರಾಯಣ್, ಎ.ಆರ್.ಕೃಷ್ಣಮೂರ್ತಿ, ಕೆ.ವಿವೇಕಾನಂದ, ಮಧು ಜಿ.ಮಾದೇಗೌಡ ಸೇರಿದಂತೆ ಹಲವು ಗಣ್ಯರು ಭಾಗವಹಿಸಲಿದ್ದಾರೆ. ಡಾ.ಎಂ.ಕೆ.ಸವಿತಾ ಉಪನ್ಯಾಸ ನೀಡಲಿದ್ದಾರೆ. xyxy=(1262,188,1459,462)
divider xyxy=(88,842,473,844)
naxal-body: ಬಿಜಾಪುರ: ಛತ್ತೀಸ್‌ಗಢದ ಬಿಜಾಪುರ ಜಿಲ್ಲೆಯಲ್ಲಿ ತಲೆಗೆ 13 ಲಕ್ಷ ರೂ. ಇನಾಮು ಹೊಂದಿದ್ದ 6 ಮಂದಿ ಸೇರಿದಂತೆ 22 ನಕ್ಸಲೀಯರು ಭದ್ರತಾ ಪಡೆಗಳ ಮುಂದೆ ಶರಣಾಗಿದ್ದಾರೆ. ಇವರಲ್ಲಿ ಇಬ್ಬರು ತಲಾ 2 ಲಕ್ಷ ರೂ. ಬಹುಮಾನ ಹೊಂದಿದ್ದರೆ, ಉಳಿದವರ ತಲೆಗೆ 1 ಲಕ್ಷ ರೂ. ಬಹುಮಾನ ಘೋಷಿಸಲಾಗಿತ್ತು. ಈ ವರ್ಷ ಇಲ್ಲಿಯವರೆಗೆ 107 ನಕ್ಸಲೀಯರು ಶರಣಾಗಿದ್ದು, 82 ಮಂದಿಯನ್ನು ಬಂಧಿಸಲಾಗಿದೆ. 143 ನಕ್ಸಲೀಯರು ಬಿಜಾಪುರದಲ್ಲಿ ಎನ್‌ಕೌಂಟರ್‌ನಲ್ಲಿ ಹತರಾಗಿದ್ದಾರೆ. ರಾಜ್ಯ ಸರ್ಕಾರದ ಪುನರ್ವಸತಿ ನೀತಿಯ ಪ್ರಕಾರ ಶರಣಾದವರಿಗೆ ತಲಾ 25 ಸಾವಿರ ರೂ. ಪ್ರೋತ್ಸಾಹ ಧನ ನೀಡಲಾಗುವುದು ಎಂದು ಅಧಿಕಾರಿಗಳು ತಿಳಿಸಿದ್ದಾರೆ. xyxy=(1085,1471,1454,1597)
naxal-box xyxy=(1076,1431,1459,1677)
divider xyxy=(492,1280,1066,1281)
bhagiratha-caption: ಮೈಸೂರು ಜಿಲ್ಲಾ ಭಗೀರಥ ಉಪ್ಪಾರ ಸಮಾಜಕ್ಕೆ ಜಿಲ್ಲಾಧ್ಯಕ್ಷರಾಗಿ ಮರು ಆಯ್ಕೆಯಾದ ಎಸ್.ಯೋಗೇಶ್ ಉಪ್ಪಾರ ಹಾಗೂ ಪದಾಧಿಕಾರಿಗಳನ್ನು ಕರ್ನಾಟಕ ರಾಜ್ಯ ಹಿಂದುಳಿದ ವರ್ಗಗಳ ಜಾಗೃತ ವೇದಿಕೆ ವತಿಯಿಂದ ಸನ್ಮಾನಿಸಲಾಯಿತು. xyxy=(692,2023,1255,2055)
lead-headline-line2: ಕಾಮಗಾರಿ ಪುನಾರಂಭಿಸಲು ಆಗ್ರಹ xyxy=(572,194,1166,258)
varma-body-col2: ವಿಚಾರಣೆಯಲ್ಲಿ ಸಂಗ್ರಹಿಸಿದ ಸಾಕ್ಷ್ಯಗಳ ಹಿನ್ನೆಲೆಯಲ್ಲಿ, ಸುಪ್ರೀಂ ಕೋರ್ಟ್ ಮುಖ್ಯ ನ್ಯಾಯಮೂರ್ತಿ ಸಂಜೀವ್ ಖನ್ನಾ ಅವರು ತ್ರಿಸದಸ್ಯ ಸಮಿತಿಯನ್ನು ರಚಿಸಿದರು. ಸಮಿತಿಯಲ್ಲಿ ಪಂಜಾಬ್ ಮತ್ತು ಹರಿಯಾಣ ಹೈಕೋರ್ಟ್ ಮುಖ್ಯ ನ್ಯಾಯಮೂರ್ತಿ ಶೀಲ್ ನಾಗು, ಹಿಮಾಚಲ ಪ್ರದೇಶ ಹೈಕೋರ್ಟ್ ಮುಖ್ಯ ನ್ಯಾಯಮೂರ್ತಿ ಜಿ.ಎಸ್.ಸಂಧವಾಲಿಯಾ ಮತ್ತು ಕರ್ನಾಟಕ ಹೈಕೋರ್ಟ್ ನ್ಯಾಯಮೂರ್ತಿ ಅನು ಶಿವರಾಮನ್ ಇದ್ದಾರೆ. xyxy=(674,1090,882,1279)
lead-headline-line1: ಮೈಸೂರು ರಫ್ತು ಕೇಂದ್ರದ ಕಟ್ಟಡ xyxy=(592,130,1146,194)
mahesh-headline: ಮಹೇಶ್‌ಗೌಡರಿಗೆ ಅಭಿನಂದನೆ xyxy=(167,849,355,873)
atrocity-photo xyxy=(929,2186,1007,2257)
varma-kicker-bar xyxy=(613,832,1126,859)
nayaka-body-col1: ಮೈಸೂರು,ಮಾ.24(ಎಂಟಿವೈ)– ರಾಜ್ಯದಲ್ಲಿ ನಾಯಕ ಸಮುದಾಯದ ನಾಯಕರನ್ನು ತೇಜೋವಧೆ ಮಾಡುವ ಮೂಲಕ ರಾಜಕೀಯವಾಗಿ ಹತ್ತಿಕ್ಕುವ ಯತ್ನ ನಡೆಯುತ್ತಿದ್ದು, ಇದನ್ನು ಸಹಿಸುವುದಿಲ್ಲ. ಮುಂದಿನ ದಿನಗಳಲ್ಲಿ ಉಗ್ರ ಹೋರಾಟ ನಡೆಸಲಾಗುವುದು ಎಂದು ನಾಯಕ ಸಮುದಾಯದ ಮುಖಂಡರು ಎಚ್ಚರಿಕೆ ನೀಡಿದರು. ಮೈಸೂರು ಜಿಲ್ಲಾ ಪತ್ರಕರ್ತರ ಭವನದಲ್ಲಿ ಸುದ್ದಿಗೋಷ್ಠಿಯಲ್ಲಿ ಮಾತನಾಡಿದ ಅವರು, ರಾಜ್ಯದಲ್ಲಿ ನಾಯಕ ಸಮುದಾಯ 60 ಲಕ್ಷ ಜನಸಂಖ್ಯೆ ಹೊಂದಿದೆ. xyxy=(1076,901,1261,1128)
section-title: ಮೈಸೂರು ನಗರ xyxy=(211,90,349,121)
section-banner xyxy=(195,85,551,123)
masthead xyxy=(88,83,1459,124)
bhagiratha-bottom: ಸಮಾಜದ ಮುಖಂಡರಾದ ಮಹದೇವ ಶೆಟ್ಟಿ, ನಂಜುಂಡಸ್ವಾಮಿ, ಎನ್.ಟಿ. ನಾಗರಾಜ್, ಲಕ್ಷ್ಮಣ್ ಗುಣಿ, ದೇವರಾಜು, ಶಂಕರ್, ನಾಗಣ್ಣ ಇತರರು ಉಪಸ್ಥಿತರಿದ್ದರು. xyxy=(688,2065,1145,2100)
canada-body: ಒಟ್ಟಾವಾ: ಕೆನಡಾದ ಪ್ರಧಾನಿಯಾಗಿ ಜಸ್ಟಿನ್ ಟ್ರುಡೊ ಅವರ ನಂತರ ಅಧಿಕಾರ ವಹಿಸಿಕೊಂಡ ಮಾರ್ಕ್ ಕಾರ್ನಿ ಅವರು ಏಪ್ರಿಲ್ 28ರಂದು ದೇಶದಲ್ಲಿ ಅವಧಿಪೂರ್ವ ಚುನಾವಣೆ ಘೋಷಿಸಿದ್ದಾರೆ. ಅಮೆರಿಕ ಅಧ್ಯಕ್ಷ ಡೊನಾಲ್ಡ್ ಟ್ರಂಪ್ ಅವರ ಸುಂಕ ನೀತಿ ಮತ್ತು ಕೆನಡಾವನ್ನು ಅಮೆರಿಕದ 51ನೇ ರಾಜ್ಯವನ್ನಾಗಿ ಮಾಡುವ ಬೆದರಿಕೆಯ ವಿರುದ್ಧ ಹೋರಾಡಲು ಬಲವಾದ ಜನಾದೇಶ ಬೇಕು ಎಂದು ಕಾರ್ನಿ ಹೇಳಿದ್ದಾರೆ. ಗವರ್ನರ್ ಜನರಲ್ ಅವರನ್ನು ಭೇಟಿಯಾಗಿ ಸಂಸತ್ತನ್ನು ವಿಸರ್ಜಿಸುವಂತೆ ಮನವಿ ಮಾಡಿದ್ದಾರೆ. xyxy=(769,2186,920,2388)
varma-body-col1: ನವದೆಹಲಿ: ನ್ಯಾಯಮೂರ್ತಿ ಯಶವಂತ್ ವರ್ಮಾ ಅವರು ನ್ಯಾಯಾಂಗ ಕರ್ತವ್ಯ ನಿರ್ವಹಿಸದಂತೆ ದೆಹಲಿ ಹೈಕೋರ್ಟ್ ಆದೇಶ ನೀಡಿದೆ. ಇತ್ತೀಚೆಗೆ ದೇಹಲಿ ಹೈಕೋರ್ಟ್‌ನ ನ್ಯಾಯಾಧೀಶರ ನಿವಾಸದಲ್ಲಿ ಭಾರಿ ಪ್ರಮಾಣದ ನಗದು ಪತ್ತೆಯಾದ ಹಿನ್ನೆಲೆಯಲ್ಲಿ ಈ ನಿರ್ಧಾರ ಕೈಗೊಳ್ಳಲಾಗಿದೆ. ನ್ಯಾಯಮೂರ್ತಿ ಯಶವಂತ್ ವರ್ಮಾ ಅವರ ನ್ಯಾಯಾಂಗ ಕೆಲಸವನ್ನು ಮುಂದಿನ ಆದೇಶದವರೆಗೆ ತಕ್ಷಣದಿಂದ ಜಾರಿಗೆ ಬರುವಂತೆ ಹಿಂತೆಗೆದುಕೊಳ್ಳಲಾಗುತ್ತದೆ ಎಂದು ದೆಹಲಿ ಹೈಕೋರ್ಟ್‌ನ ಪ್ರಕಟಣೆ ತಿಳಿಸಿದೆ. xyxy=(492,970,667,1217)
column-divider xyxy=(482,128,483,2123)
